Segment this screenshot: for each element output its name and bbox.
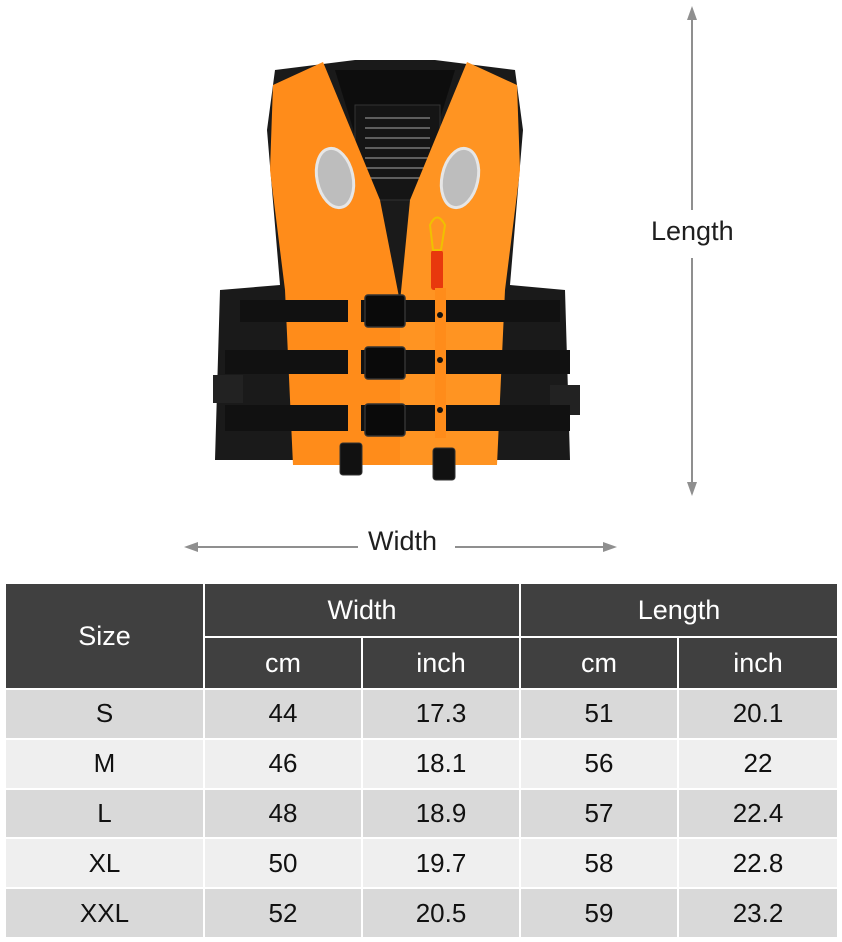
length-group-header: Length [521,584,837,638]
length-inch-cell: 23.2 [679,889,837,939]
width-cm-cell: 48 [205,790,363,840]
size-cell: XXL [6,889,205,939]
length-inch-cell: 20.1 [679,690,837,740]
width-cm-cell: 44 [205,690,363,740]
length-cm-cell: 51 [521,690,679,740]
unit-header: cm [205,638,363,690]
width-inch-cell: 18.9 [363,790,521,840]
width-cm-cell: 46 [205,740,363,790]
length-cm-cell: 59 [521,889,679,939]
table-header-row [6,584,837,638]
size-cell: M [6,740,205,790]
width-cm-cell: 52 [205,889,363,939]
length-cm-cell: 56 [521,740,679,790]
table-row [6,690,837,740]
length-inch-cell: 22.4 [679,790,837,840]
table-row [6,790,837,840]
size-chart-table [6,584,837,939]
size-column-header: Size [6,584,205,690]
table-row [6,889,837,939]
length-inch-cell: 22.8 [679,839,837,889]
table-row [6,740,837,790]
width-cm-cell: 50 [205,839,363,889]
unit-header: cm [521,638,679,690]
size-cell: L [6,790,205,840]
length-label: Length [651,216,734,246]
width-label: Width [368,526,438,556]
length-inch-cell: 22 [679,740,837,790]
length-cm-cell: 58 [521,839,679,889]
unit-header: inch [363,638,521,690]
size-cell: S [6,690,205,740]
length-cm-cell: 57 [521,790,679,840]
width-inch-cell: 20.5 [363,889,521,939]
table-row [6,839,837,889]
width-inch-cell: 17.3 [363,690,521,740]
width-inch-cell: 18.1 [363,740,521,790]
size-cell: XL [6,839,205,889]
width-inch-cell: 19.7 [363,839,521,889]
unit-header: inch [679,638,837,690]
width-group-header: Width [205,584,521,638]
